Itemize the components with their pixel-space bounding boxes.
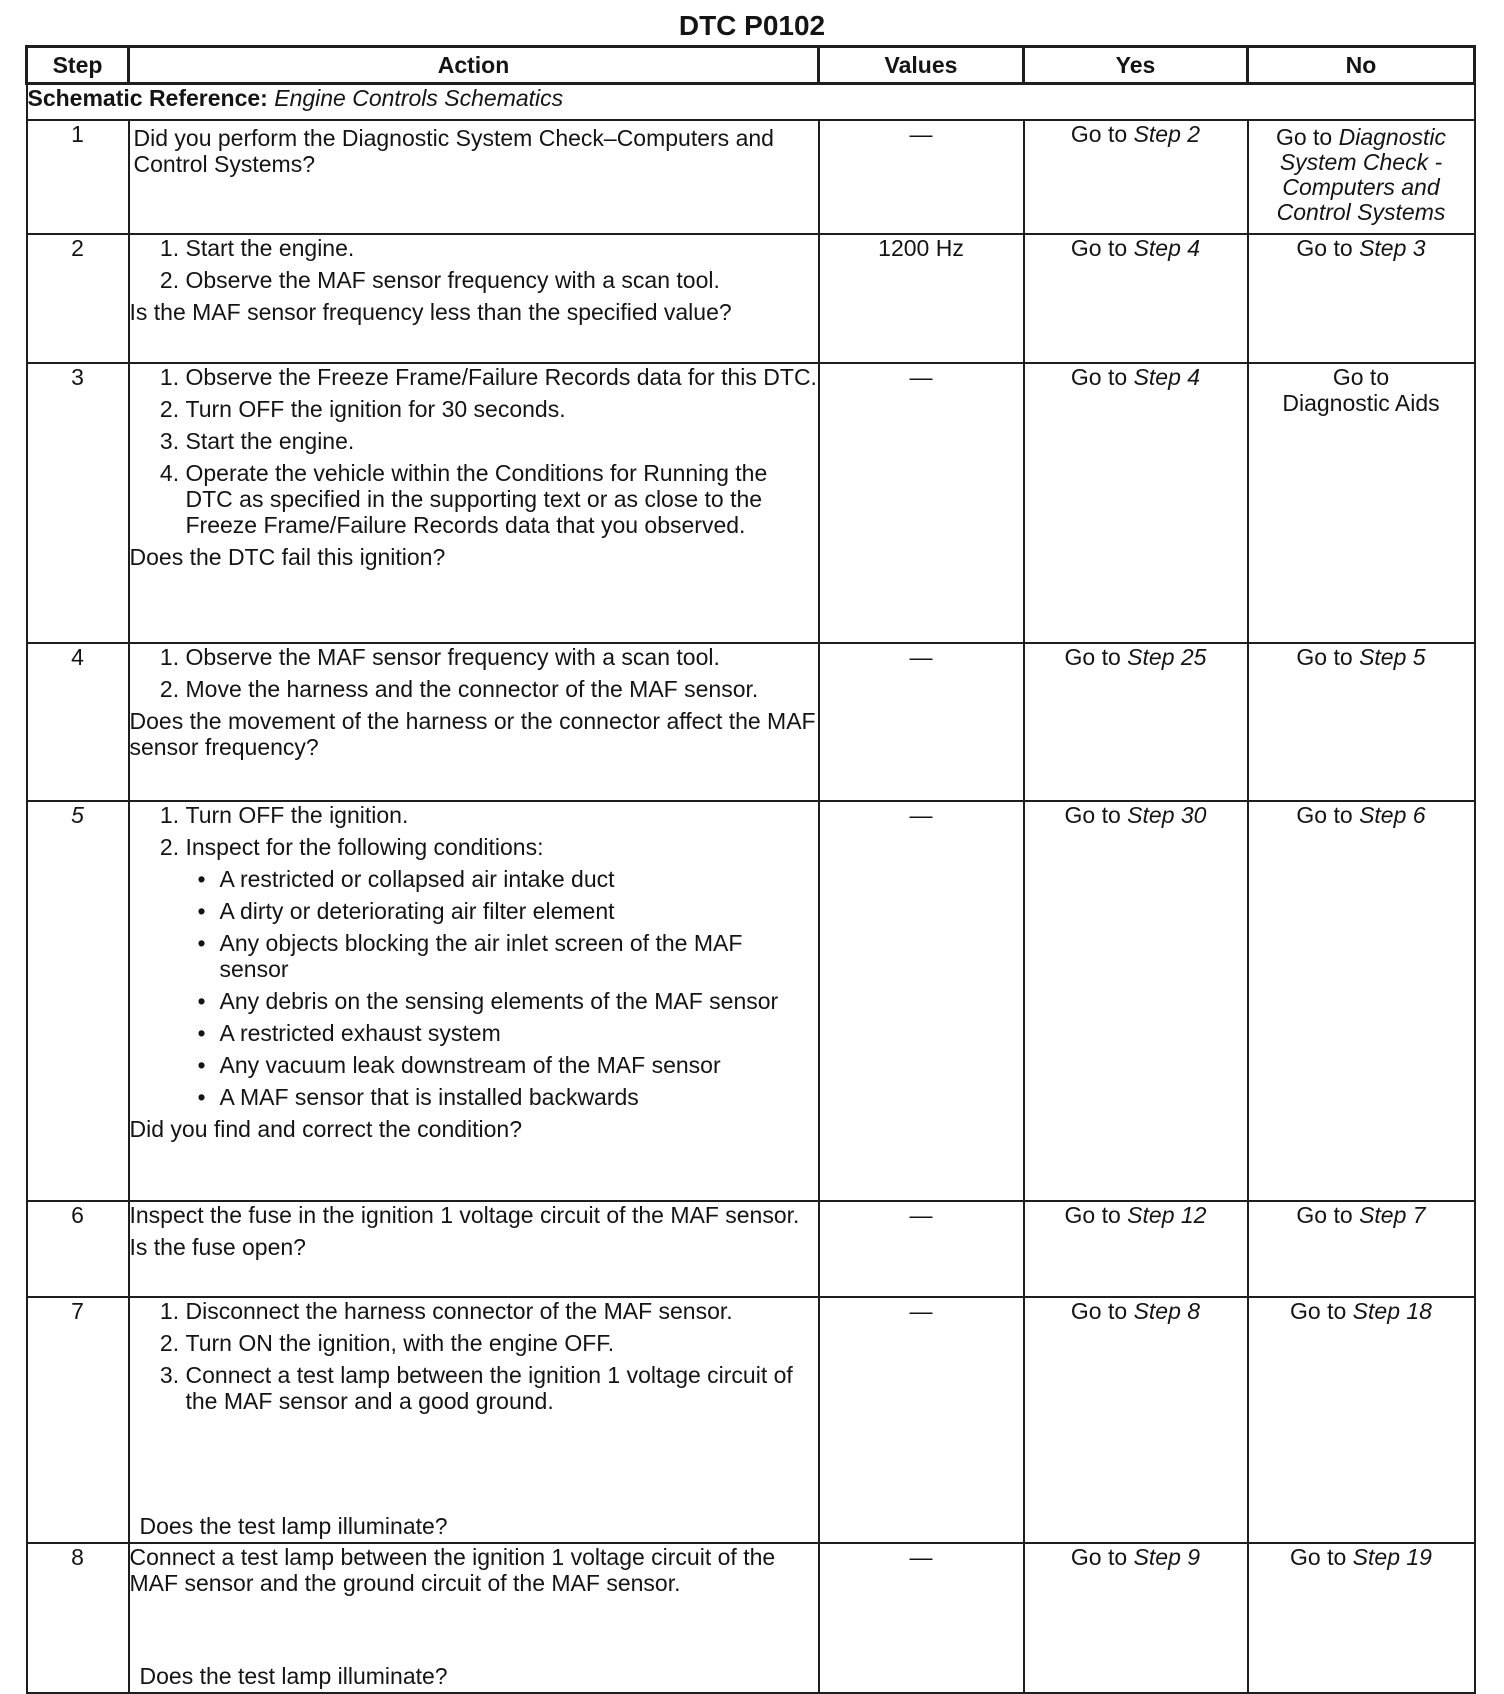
step-number: 7: [27, 1297, 129, 1543]
goto-link-yes[interactable]: Step 2: [1133, 121, 1201, 147]
no-cell: [1248, 234, 1475, 363]
action-cell: [129, 1297, 819, 1543]
yes-cell: [1024, 1543, 1248, 1693]
no-cell: [1248, 363, 1475, 643]
schematic-reference-label: Schematic Reference:: [27, 85, 268, 111]
goto-prefix: Go to: [1070, 1544, 1128, 1570]
action-cell: [129, 120, 819, 234]
yes-cell: [1024, 234, 1248, 363]
table-row: [27, 1297, 1475, 1543]
action-question: Does the movement of the harness or the connector affect the MAF sensor frequency?: [129, 708, 816, 760]
action-step-item: 3. Connect a test lamp between the ignition 1 voltage circuit of the MAF sensor and a good ground.: [186, 1362, 818, 1414]
condition-item: • A restricted exhaust system: [220, 1020, 818, 1046]
action-cell: [129, 234, 819, 363]
goto-prefix: Go to: [1064, 1202, 1121, 1228]
action-step-item: 1. Disconnect the harness connector of the MAF sensor.: [186, 1298, 818, 1324]
action-step-item: 4. Operate the vehicle within the Conditions for Running the DTC as specified in the supporting text or as close to the Freeze Frame/Failure Records data that you observed.: [186, 460, 818, 538]
condition-item: • Any objects blocking the air inlet screen of the MAF sensor: [220, 930, 818, 982]
value-cell: —: [819, 363, 1024, 643]
goto-link-yes[interactable]: Step 9: [1133, 1544, 1201, 1570]
action-text: Connect a test lamp between the ignition 1 voltage circuit of the MAF sensor and the ground circuit of the MAF sensor.: [129, 1544, 776, 1596]
yes-cell: [1024, 801, 1248, 1201]
action-question: Did you find and correct the condition?: [129, 1116, 523, 1142]
value-cell: 1200 Hz: [819, 234, 1024, 363]
action-question: Does the DTC fail this ignition?: [129, 544, 446, 570]
table-row: [27, 1201, 1475, 1297]
yes-cell: [1024, 1297, 1248, 1543]
action-step-text: Inspect for the following conditions:: [185, 834, 544, 860]
goto-link-no-line-3[interactable]: Computers and: [1282, 174, 1440, 200]
value-cell: —: [819, 1543, 1024, 1693]
goto-link-no-line-4[interactable]: Control Systems: [1276, 199, 1446, 225]
goto-link-no[interactable]: Step 19: [1352, 1544, 1432, 1570]
page-title: DTC P0102: [678, 10, 826, 41]
condition-item: • A dirty or deteriorating air filter element: [220, 898, 818, 924]
goto-prefix: Go to: [1070, 121, 1128, 147]
action-step-item: 2. Turn OFF the ignition for 30 seconds.: [186, 396, 818, 422]
header-values: Values: [819, 47, 1024, 84]
goto-prefix: Go to: [1296, 644, 1353, 670]
action-question: Does the test lamp illuminate?: [139, 1513, 448, 1539]
no-cell: [1248, 1543, 1475, 1693]
table-header-row: [27, 47, 1475, 84]
goto-link-yes[interactable]: Step 4: [1133, 364, 1201, 390]
action-cell: [129, 643, 819, 801]
step-number: 6: [27, 1201, 129, 1297]
condition-item: • Any vacuum leak downstream of the MAF sensor: [220, 1052, 818, 1078]
goto-prefix: Go to: [1296, 1202, 1353, 1228]
goto-prefix: Go to: [1275, 124, 1333, 150]
diagnostic-table: [25, 45, 1476, 1694]
goto-link-yes[interactable]: Step 30: [1127, 802, 1207, 828]
action-step-item: 1. Turn OFF the ignition.: [186, 802, 818, 828]
goto-prefix: Go to: [1070, 235, 1128, 261]
condition-list: [186, 866, 818, 1110]
header-yes: Yes: [1024, 47, 1248, 84]
step-number: 5: [27, 801, 129, 1201]
action-cell: [129, 801, 819, 1201]
goto-link-no[interactable]: Step 5: [1359, 644, 1426, 670]
goto-link-yes[interactable]: Step 12: [1127, 1202, 1207, 1228]
action-step-item: 2. Turn ON the ignition, with the engine OFF.: [186, 1330, 818, 1356]
value-cell: —: [819, 1201, 1024, 1297]
action-step-item-inspect: [186, 834, 818, 1110]
goto-prefix: Go to: [1332, 364, 1390, 390]
goto-link-no[interactable]: Step 18: [1352, 1298, 1432, 1324]
action-step-item: 1. Observe the Freeze Frame/Failure Records data for this DTC.: [186, 364, 818, 390]
step-number: 3: [27, 363, 129, 643]
table-row: [27, 363, 1475, 643]
yes-cell: [1024, 643, 1248, 801]
action-step-item: 2. Observe the MAF sensor frequency with a scan tool.: [186, 267, 818, 293]
action-step-item: 1. Start the engine.: [186, 235, 818, 261]
table-row: [27, 801, 1475, 1201]
action-text: Inspect the fuse in the ignition 1 voltage circuit of the MAF sensor.: [129, 1202, 800, 1228]
schematic-reference-value: Engine Controls Schematics: [274, 85, 564, 111]
action-text: Did you perform the Diagnostic System Check–Computers and Control Systems?: [133, 125, 774, 177]
goto-link-no[interactable]: Diagnostic Aids: [1282, 390, 1440, 416]
goto-prefix: Go to: [1070, 364, 1128, 390]
goto-link-yes[interactable]: Step 4: [1133, 235, 1201, 261]
value-cell: —: [819, 801, 1024, 1201]
goto-link-no[interactable]: Step 3: [1359, 235, 1426, 261]
table-row: [27, 1543, 1475, 1693]
goto-prefix: Go to: [1290, 1298, 1347, 1324]
no-cell: [1248, 1201, 1475, 1297]
goto-prefix: Go to: [1070, 1298, 1128, 1324]
header-step: Step: [27, 47, 129, 84]
condition-item: • A MAF sensor that is installed backwards: [220, 1084, 818, 1110]
goto-link-no[interactable]: Step 7: [1359, 1202, 1426, 1228]
step-number: 8: [27, 1543, 129, 1693]
action-steps: [130, 1298, 818, 1414]
action-step-item: 2. Move the harness and the connector of the MAF sensor.: [186, 676, 818, 702]
table-row: [27, 643, 1475, 801]
goto-prefix: Go to: [1064, 644, 1121, 670]
goto-link-no-line-2[interactable]: System Check -: [1279, 149, 1443, 175]
yes-cell: [1024, 120, 1248, 234]
action-steps: [130, 644, 818, 702]
goto-link-no[interactable]: Step 6: [1359, 802, 1426, 828]
value-cell: —: [819, 1297, 1024, 1543]
action-question: Is the MAF sensor frequency less than the specified value?: [129, 299, 732, 325]
table-row: [27, 120, 1475, 234]
header-no: No: [1248, 47, 1475, 84]
goto-link-yes[interactable]: Step 8: [1133, 1298, 1201, 1324]
action-steps: [130, 364, 818, 538]
yes-cell: [1024, 363, 1248, 643]
schematic-reference-row: [27, 84, 1475, 121]
action-question: Does the test lamp illuminate?: [139, 1663, 448, 1689]
action-steps: [130, 235, 818, 293]
step-number: 2: [27, 234, 129, 363]
header-action: Action: [129, 47, 819, 84]
condition-item: • A restricted or collapsed air intake duct: [220, 866, 818, 892]
step-number: 1: [27, 120, 129, 234]
no-cell: [1248, 120, 1475, 234]
action-question: Is the fuse open?: [129, 1234, 306, 1260]
goto-prefix: Go to: [1290, 1544, 1347, 1570]
no-cell: [1248, 801, 1475, 1201]
action-steps: [130, 802, 818, 1110]
goto-prefix: Go to: [1064, 802, 1121, 828]
action-cell: [129, 1543, 819, 1693]
step-number: 4: [27, 643, 129, 801]
goto-link-yes[interactable]: Step 25: [1127, 644, 1207, 670]
goto-link-no-line-1[interactable]: Diagnostic: [1338, 124, 1447, 150]
goto-prefix: Go to: [1296, 235, 1353, 261]
goto-prefix: Go to: [1296, 802, 1353, 828]
action-cell: [129, 1201, 819, 1297]
condition-item: • Any debris on the sensing elements of the MAF sensor: [220, 988, 818, 1014]
action-step-item: 1. Observe the MAF sensor frequency with a scan tool.: [186, 644, 818, 670]
value-cell: —: [819, 643, 1024, 801]
value-cell: —: [819, 120, 1024, 234]
yes-cell: [1024, 1201, 1248, 1297]
no-cell: [1248, 643, 1475, 801]
schematic-reference: [27, 84, 1475, 121]
action-step-item: 3. Start the engine.: [186, 428, 818, 454]
table-row: [27, 234, 1475, 363]
action-cell: [129, 363, 819, 643]
no-cell: [1248, 1297, 1475, 1543]
